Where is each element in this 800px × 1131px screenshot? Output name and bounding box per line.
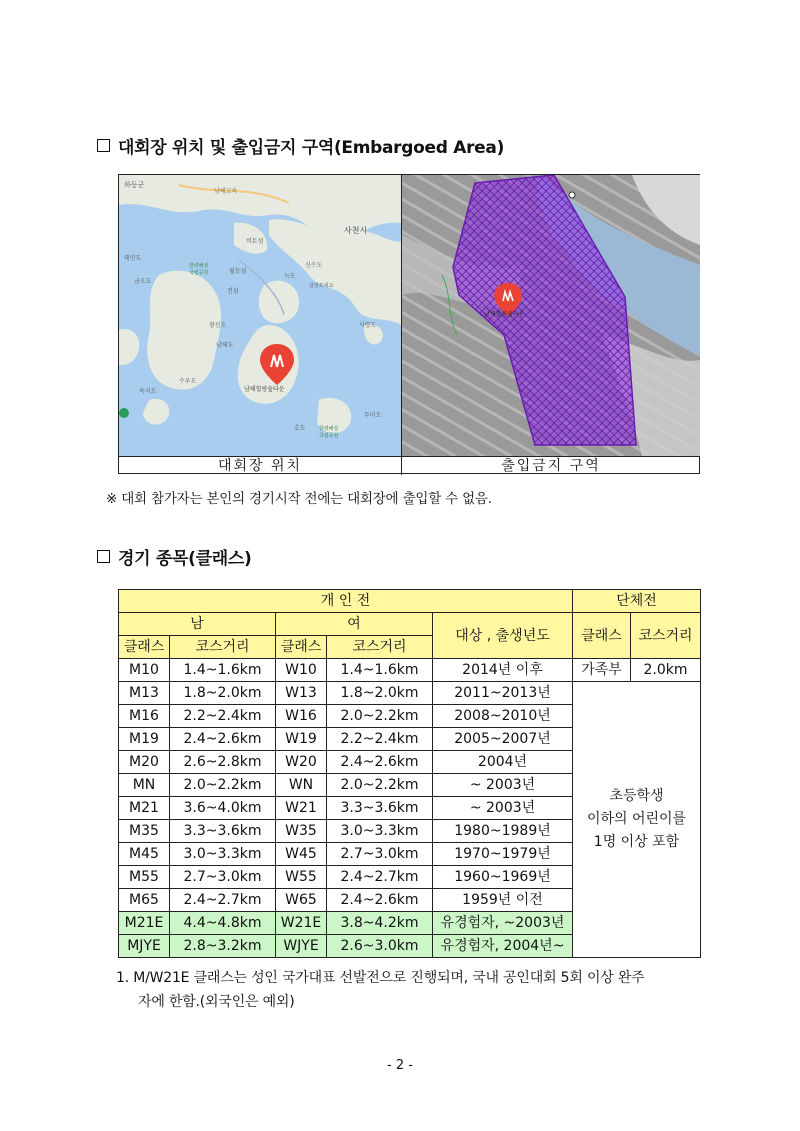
svg-text:국립공원: 국립공원 <box>319 433 339 439</box>
svg-text:욕지도: 욕지도 <box>139 388 157 395</box>
male-class: M20 <box>119 751 170 774</box>
male-course: 2.6~2.8km <box>170 751 276 774</box>
section-heading-venue <box>97 133 504 158</box>
map-caption-embargo: 출입금지 구역 <box>402 456 700 475</box>
target-year: 1970~1979년 <box>433 843 573 866</box>
female-course: 2.0~2.2km <box>327 774 433 797</box>
male-course: 2.4~2.7km <box>170 889 276 912</box>
female-class-header: 클래스 <box>276 636 327 659</box>
female-course: 2.0~2.2km <box>327 705 433 728</box>
svg-text:남해고속: 남해고속 <box>214 188 238 195</box>
female-class: W45 <box>276 843 327 866</box>
embargo-venue-label: 남해힐링숲타운 <box>484 311 525 318</box>
female-header: 여 <box>276 613 433 636</box>
svg-text:남해도: 남해도 <box>216 342 234 349</box>
male-course: 1.4~1.6km <box>170 659 276 682</box>
male-class: M13 <box>119 682 170 705</box>
target-year: 2008~2010년 <box>433 705 573 728</box>
female-class: W21 <box>276 797 327 820</box>
male-class: M21 <box>119 797 170 820</box>
svg-text:월등섬: 월등섬 <box>229 268 247 275</box>
svg-text:사량도: 사량도 <box>359 322 377 329</box>
male-class: M55 <box>119 866 170 889</box>
entry-notice: ※ 대회 참가자는 본인의 경기시작 전에는 대회장에 출입할 수 없음. <box>106 491 492 507</box>
female-course: 2.4~2.6km <box>327 751 433 774</box>
page-number: - 2 - <box>387 1058 413 1073</box>
checkbox-square-icon <box>97 550 110 563</box>
footnote-line: 1. M/W21E 클래스는 성인 국가대표 선발전으로 진행되며, 국내 공인대회 5회 이상 완주 <box>116 970 645 986</box>
embargoed-area-map[interactable] <box>402 175 700 456</box>
female-class: W16 <box>276 705 327 728</box>
target-year: 유경험자, ~2003년 <box>433 912 573 935</box>
male-course: 2.0~2.2km <box>170 774 276 797</box>
individual-header: 개 인 전 <box>119 590 573 613</box>
svg-text:건섬: 건섬 <box>227 288 239 295</box>
male-class: M19 <box>119 728 170 751</box>
svg-text:수우도: 수우도 <box>179 378 197 385</box>
target-year: 1960~1969년 <box>433 866 573 889</box>
male-class: MJYE <box>119 935 170 958</box>
footnote-line: 자에 한함.(외국인은 예외) <box>138 994 295 1010</box>
female-course: 2.4~2.6km <box>327 889 433 912</box>
male-class: MN <box>119 774 170 797</box>
svg-text:늑도: 늑도 <box>284 273 296 280</box>
female-course: 3.0~3.3km <box>327 820 433 843</box>
svg-text:사천시: 사천시 <box>344 226 368 235</box>
male-class: M65 <box>119 889 170 912</box>
female-course-header: 코스거리 <box>327 636 433 659</box>
female-class: W13 <box>276 682 327 705</box>
male-course: 4.4~4.8km <box>170 912 276 935</box>
svg-text:하동군: 하동군 <box>124 181 145 189</box>
male-header: 남 <box>119 613 276 636</box>
male-course: 2.8~3.2km <box>170 935 276 958</box>
svg-text:호도: 호도 <box>294 425 306 432</box>
table-header-row <box>119 613 701 636</box>
target-header: 대상 , 출생년도 <box>433 613 573 659</box>
male-course-header: 코스거리 <box>170 636 276 659</box>
svg-text:국립공원: 국립공원 <box>189 270 209 276</box>
female-class: W55 <box>276 866 327 889</box>
venue-location-map[interactable] <box>119 175 402 456</box>
map-panel <box>118 174 700 474</box>
male-course: 3.3~3.6km <box>170 820 276 843</box>
male-course: 3.6~4.0km <box>170 797 276 820</box>
male-course: 1.8~2.0km <box>170 682 276 705</box>
table-header-row <box>119 590 701 613</box>
female-class: WJYE <box>276 935 327 958</box>
target-year: 1959년 이전 <box>433 889 573 912</box>
male-course: 2.4~2.6km <box>170 728 276 751</box>
svg-text:한려해상: 한려해상 <box>189 263 209 269</box>
section-heading-classes <box>97 544 251 569</box>
male-course: 2.7~3.0km <box>170 866 276 889</box>
female-course: 2.4~2.7km <box>327 866 433 889</box>
svg-text:비토섬: 비토섬 <box>246 238 264 245</box>
female-course: 3.8~4.2km <box>327 912 433 935</box>
table-row <box>119 682 701 705</box>
female-class: WN <box>276 774 327 797</box>
female-course: 1.8~2.0km <box>327 682 433 705</box>
team-eligibility <box>573 682 701 958</box>
location-map-graphic <box>119 175 401 456</box>
team-course-header: 코스거리 <box>631 613 701 659</box>
target-year: 유경험자, 2004년~ <box>433 935 573 958</box>
checkbox-square-icon <box>97 139 110 152</box>
male-class: M10 <box>119 659 170 682</box>
team-note-line: 1명 이상 포함 <box>593 834 680 850</box>
female-course: 2.6~3.0km <box>327 935 433 958</box>
female-class: W65 <box>276 889 327 912</box>
female-class: W21E <box>276 912 327 935</box>
svg-text:신수도: 신수도 <box>305 262 323 269</box>
male-course: 2.2~2.4km <box>170 705 276 728</box>
team-class: 가족부 <box>573 659 631 682</box>
team-header: 단체전 <box>573 590 701 613</box>
map-caption-location: 대회장 위치 <box>119 456 402 475</box>
svg-text:남해힐링숲타운: 남해힐링숲타운 <box>244 386 285 393</box>
team-course: 2.0km <box>631 659 701 682</box>
female-course: 2.2~2.4km <box>327 728 433 751</box>
female-course: 1.4~1.6km <box>327 659 433 682</box>
male-class: M35 <box>119 820 170 843</box>
male-class: M16 <box>119 705 170 728</box>
target-year: 2004년 <box>433 751 573 774</box>
male-class-header: 클래스 <box>119 636 170 659</box>
svg-text:금오도: 금오도 <box>134 278 152 285</box>
female-class: W19 <box>276 728 327 751</box>
target-year: ~ 2003년 <box>433 774 573 797</box>
svg-text:두미도: 두미도 <box>364 412 382 419</box>
female-course: 2.7~3.0km <box>327 843 433 866</box>
class-table <box>118 589 701 958</box>
target-year: 2005~2007년 <box>433 728 573 751</box>
target-year: 1980~1989년 <box>433 820 573 843</box>
team-note-line: 초등학생 <box>609 788 664 804</box>
table-row <box>119 659 701 682</box>
male-course: 3.0~3.3km <box>170 843 276 866</box>
male-class: M45 <box>119 843 170 866</box>
female-class: W10 <box>276 659 327 682</box>
target-year: ~ 2003년 <box>433 797 573 820</box>
footnote <box>116 966 716 1014</box>
team-note-line: 이하의 어린이를 <box>586 811 687 827</box>
svg-text:한려해상: 한려해상 <box>319 426 339 432</box>
target-year: 2014년 이후 <box>433 659 573 682</box>
target-year: 2011~2013년 <box>433 682 573 705</box>
section-title-venue: 대회장 위치 및 출입금지 구역(Embargoed Area) <box>118 138 505 158</box>
svg-text:창선도: 창선도 <box>209 322 227 329</box>
svg-text:태인도: 태인도 <box>124 255 142 262</box>
team-class-header: 클래스 <box>573 613 631 659</box>
section-title-classes: 경기 종목(클래스) <box>118 549 252 569</box>
female-class: W35 <box>276 820 327 843</box>
svg-text:삼천포대교: 삼천포대교 <box>309 283 334 289</box>
male-class: M21E <box>119 912 170 935</box>
embargoed-map-graphic <box>402 175 700 456</box>
female-course: 3.3~3.6km <box>327 797 433 820</box>
female-class: W20 <box>276 751 327 774</box>
